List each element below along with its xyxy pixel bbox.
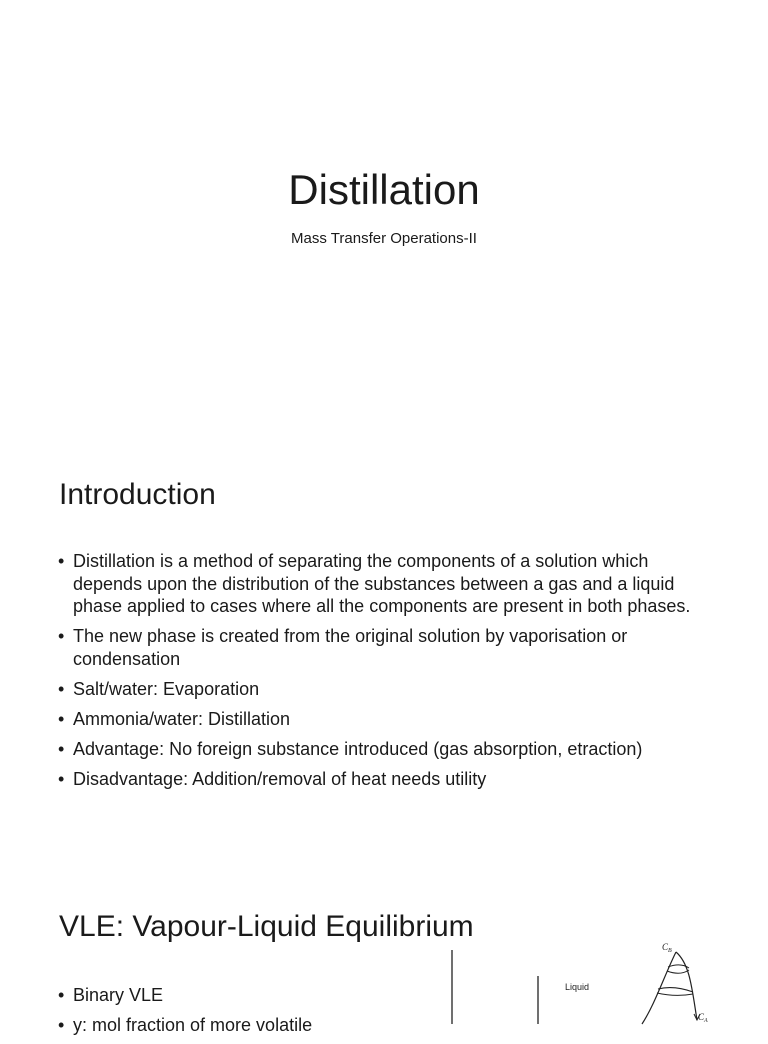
- bullet-icon: •: [58, 768, 65, 789]
- bullet-icon: •: [58, 985, 65, 1005]
- bullet-text: Salt/water: Evaporation: [73, 678, 260, 699]
- slide-title: Distillation: [288, 166, 480, 213]
- bullet-item: [58, 738, 713, 761]
- introduction-slide: [0, 432, 768, 864]
- diagram-tie-line-4: [657, 993, 693, 995]
- vle-phase-diagram: [380, 934, 768, 1024]
- bullet-text: Ammonia/water: Distillation: [73, 708, 291, 729]
- bullet-text: The new phase is created from the original solution by vaporisation or condensation: [73, 626, 628, 669]
- slide-heading: Introduction: [59, 478, 216, 511]
- bullet-icon: •: [58, 551, 65, 571]
- bullet-text: Binary VLE: [73, 985, 164, 1005]
- title-slide: [0, 0, 768, 432]
- bullet-item: [58, 678, 713, 701]
- diagram-label-cb: $C_B$: [662, 942, 672, 954]
- bullet-text: Distillation is a method of separating the components of a solution which depends upon the distribution of the substances between a gas and a liquid phase applied to cases where all the components are present in both phases.: [73, 551, 691, 616]
- bullet-item: [58, 768, 713, 791]
- slide-subtitle: Mass Transfer Operations-II: [291, 230, 477, 247]
- diagram-tie-line-2: [667, 970, 689, 973]
- diagram-curve-upper: [676, 952, 697, 1020]
- diagram-label-ca: $C_A$: [698, 1012, 708, 1024]
- bullet-icon: •: [58, 708, 65, 729]
- bullet-item: [58, 708, 713, 731]
- bullet-text: Disadvantage: Addition/removal of heat needs utility: [73, 768, 487, 789]
- bullet-list: [58, 550, 713, 798]
- bullet-icon: •: [58, 1015, 65, 1035]
- bullet-icon: •: [58, 738, 65, 759]
- slide-heading: VLE: Vapour-Liquid Equilibrium: [59, 910, 474, 943]
- bullet-item: [58, 625, 713, 670]
- bullet-text: y: mol fraction of more volatile: [73, 1015, 313, 1035]
- bullet-item: [58, 550, 713, 618]
- vle-slide: [0, 864, 768, 1035]
- diagram-liquid-label: Liquid: [565, 982, 590, 992]
- bullet-text: Advantage: No foreign substance introduced (gas absorption, etraction): [73, 738, 643, 759]
- diagram-tie-line-3: [658, 988, 693, 992]
- bullet-icon: •: [58, 678, 65, 699]
- bullet-icon: •: [58, 626, 65, 646]
